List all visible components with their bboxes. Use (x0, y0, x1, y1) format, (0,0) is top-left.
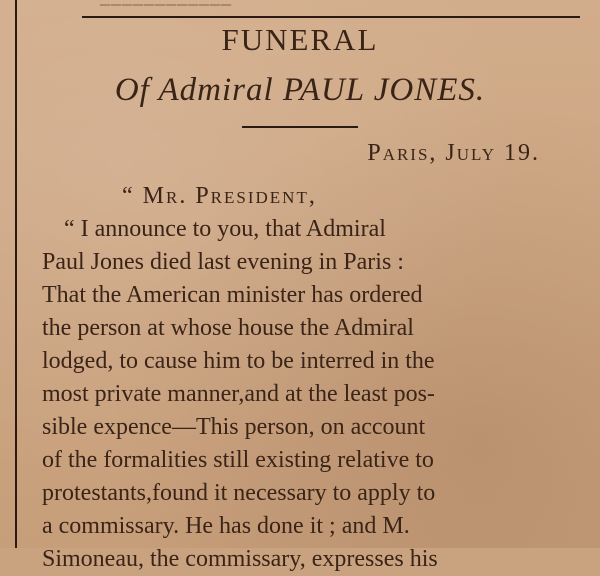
article-line: of the formalities still existing relative to (42, 447, 434, 473)
article-line: the person at whose house the Admiral (42, 315, 414, 341)
article-headline: FUNERAL (221, 22, 379, 57)
headline-divider (242, 126, 358, 128)
article-line: lodged, to cause him to be interred in the (42, 348, 435, 374)
article-line: most private manner,and at the least pos- (42, 381, 435, 407)
top-fragment-text (100, 0, 232, 9)
article-subhead: Of Admiral PAUL JONES. (114, 72, 486, 108)
article-line: That the American minister has ordered (42, 282, 423, 308)
article-line: Paul Jones died last evening in Paris : (42, 249, 404, 275)
dateline: Paris, July 19. (367, 140, 540, 166)
article-line: a commissary. He has done it ; and M. (42, 513, 410, 539)
top-divider (82, 16, 580, 18)
article-line: “ I announce to you, that Admiral (64, 216, 386, 242)
article-line: protestants,found it necessary to apply to (42, 480, 436, 506)
article-body (42, 180, 572, 576)
article-line: Simoneau, the commissary, expresses his (42, 546, 438, 572)
salutation: “ Mr. President, (122, 183, 317, 209)
article-line: sible expence—This person, on account (42, 414, 426, 440)
